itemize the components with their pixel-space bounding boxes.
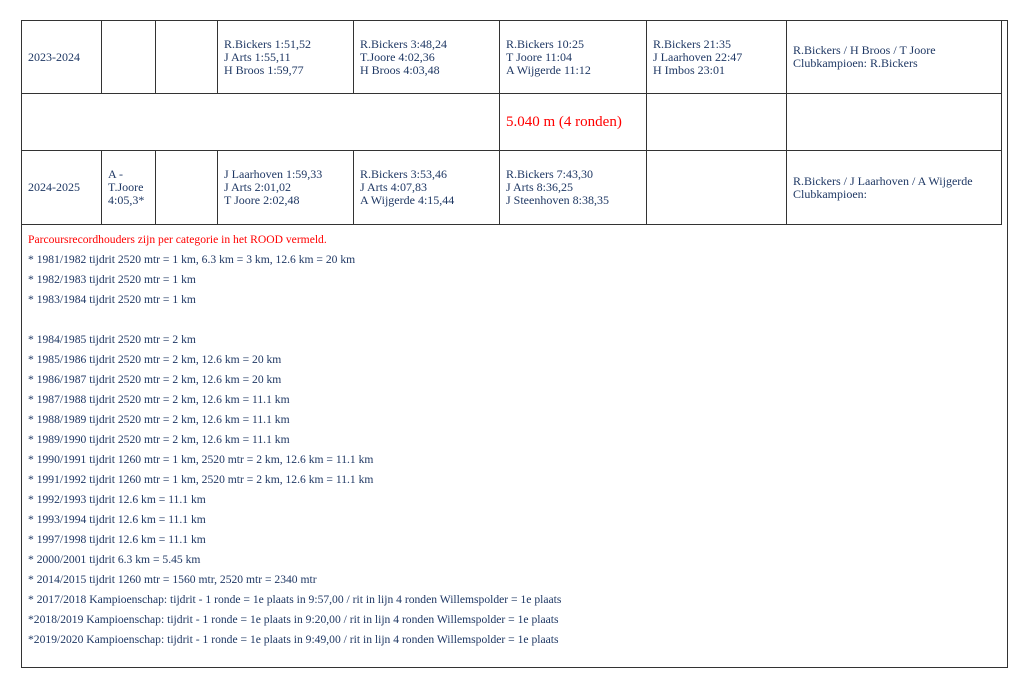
note-line: * 1989/1990 tijdrit 2520 mtr = 2 km, 12.6 km = 11.1 km [28,433,290,446]
result-line: J Arts 8:36,25 [506,180,574,194]
clubkampioen-line: Clubkampioen: R.Bickers [793,56,918,70]
result-line: H Broos 4:03,48 [360,62,440,77]
cell-col8 [787,21,1002,94]
result-line: T.Joore 4:02,36 [360,49,435,64]
document-frame [21,20,1008,668]
cell-col7 [647,151,787,225]
cell-col7 [647,21,787,94]
note-line: * 1987/1988 tijdrit 2520 mtr = 2 km, 12.6 km = 11.1 km [28,393,290,406]
note-line: * 1985/1986 tijdrit 2520 mtr = 2 km, 12.6 km = 20 km [28,353,282,366]
results-table [21,20,1002,225]
note-line: * 2014/2015 tijdrit 1260 mtr = 1560 mtr, 2520 mtr = 2340 mtr [28,573,317,586]
team-line: R.Bickers / H Broos / T Joore [793,43,936,57]
season-cell: 2023-2024 [22,21,102,94]
result-line: J Arts 4:07,83 [360,180,428,194]
result-line: J Steenhoven 8:38,35 [506,193,609,207]
result-line: A - [108,167,123,181]
cell-col6 [500,21,647,94]
cell-col6 [500,151,647,225]
note-line: * 1997/1998 tijdrit 12.6 km = 11.1 km [28,533,206,546]
cell-col7 [647,94,787,151]
table-row-distance [22,94,1002,151]
season-cell: 2024-2025 [22,151,102,225]
note-line: * 1993/1994 tijdrit 12.6 km = 11.1 km [28,513,206,526]
result-line: H Broos 1:59,77 [224,62,304,77]
result-line: J Arts 1:55,11 [224,49,291,64]
result-line: A Wijgerde 11:12 [506,62,591,77]
note-line: * 1986/1987 tijdrit 2520 mtr = 2 km, 12.6 km = 20 km [28,373,282,386]
result-line: R.Bickers 7:43,30 [506,167,593,181]
record-note: Parcoursrecordhouders zijn per categorie in het ROOD vermeld. [28,233,327,246]
table-row-2024-2025 [22,151,1002,225]
cell-col5 [354,151,500,225]
spacer [28,310,988,330]
distance-label: 5.040 m (4 ronden) [506,114,622,130]
cell-col4 [218,21,354,94]
note-line: * 1990/1991 tijdrit 1260 mtr = 1 km, 2520 mtr = 2 km, 12.6 km = 11.1 km [28,453,374,466]
distance-cell [500,94,647,151]
note-line: * 1992/1993 tijdrit 12.6 km = 11.1 km [28,493,206,506]
result-line: R.Bickers 10:25 [506,36,584,51]
team-line: R.Bickers / J Laarhoven / A Wijgerde [793,173,973,188]
result-line: R.Bickers 3:48,24 [360,36,447,51]
result-line: T.Joore [108,180,144,194]
result-line: J Laarhoven 1:59,33 [224,167,323,181]
result-line: A Wijgerde 4:15,44 [360,193,455,207]
result-line: R.Bickers 3:53,46 [360,167,447,181]
cell-col2 [102,21,156,94]
result-line: J Laarhoven 22:47 [653,49,743,64]
notes-section [28,230,988,650]
cell-col4 [218,151,354,225]
note-line: * 1991/1992 tijdrit 1260 mtr = 1 km, 2520 mtr = 2 km, 12.6 km = 11.1 km [28,473,374,486]
cell-col5 [354,21,500,94]
note-line: *2018/2019 Kampioenschap: tijdrit - 1 ronde = 1e plaats in 9:20,00 / rit in lijn 4 ronden Willemspolder = 1e plaats [28,613,559,626]
cell-col8 [787,94,1002,151]
table-row-2023-2024 [22,21,1002,94]
empty-merged-cell [22,94,500,151]
result-line: R.Bickers 1:51,52 [224,36,311,51]
note-line: * 1984/1985 tijdrit 2520 mtr = 2 km [28,333,196,346]
result-line: T Joore 11:04 [506,49,572,64]
note-line: * 2017/2018 Kampioenschap: tijdrit - 1 ronde = 1e plaats in 9:57,00 / rit in lijn 4 ronden Willemspolder = 1e plaats [28,593,562,606]
cell-col3 [156,21,218,94]
note-line: * 1982/1983 tijdrit 2520 mtr = 1 km [28,273,196,286]
result-line: H Imbos 23:01 [653,62,725,77]
cell-col2 [102,151,156,225]
cell-col8 [787,151,1002,225]
cell-col3 [156,151,218,225]
note-line: * 1983/1984 tijdrit 2520 mtr = 1 km [28,293,196,306]
note-line: *2019/2020 Kampioenschap: tijdrit - 1 ronde = 1e plaats in 9:49,00 / rit in lijn 4 ronden Willemspolder = 1e plaats [28,633,559,646]
note-line: * 2000/2001 tijdrit 6.3 km = 5.45 km [28,553,201,566]
clubkampioen-line: Clubkampioen: [793,186,867,201]
note-line: * 1981/1982 tijdrit 2520 mtr = 1 km, 6.3 km = 3 km, 12.6 km = 20 km [28,253,356,266]
note-line: * 1988/1989 tijdrit 2520 mtr = 2 km, 12.6 km = 11.1 km [28,413,290,426]
result-line: R.Bickers 21:35 [653,36,731,51]
result-line: J Arts 2:01,02 [224,180,292,194]
result-line: T Joore 2:02,48 [224,193,300,207]
result-line: 4:05,3* [108,193,145,207]
